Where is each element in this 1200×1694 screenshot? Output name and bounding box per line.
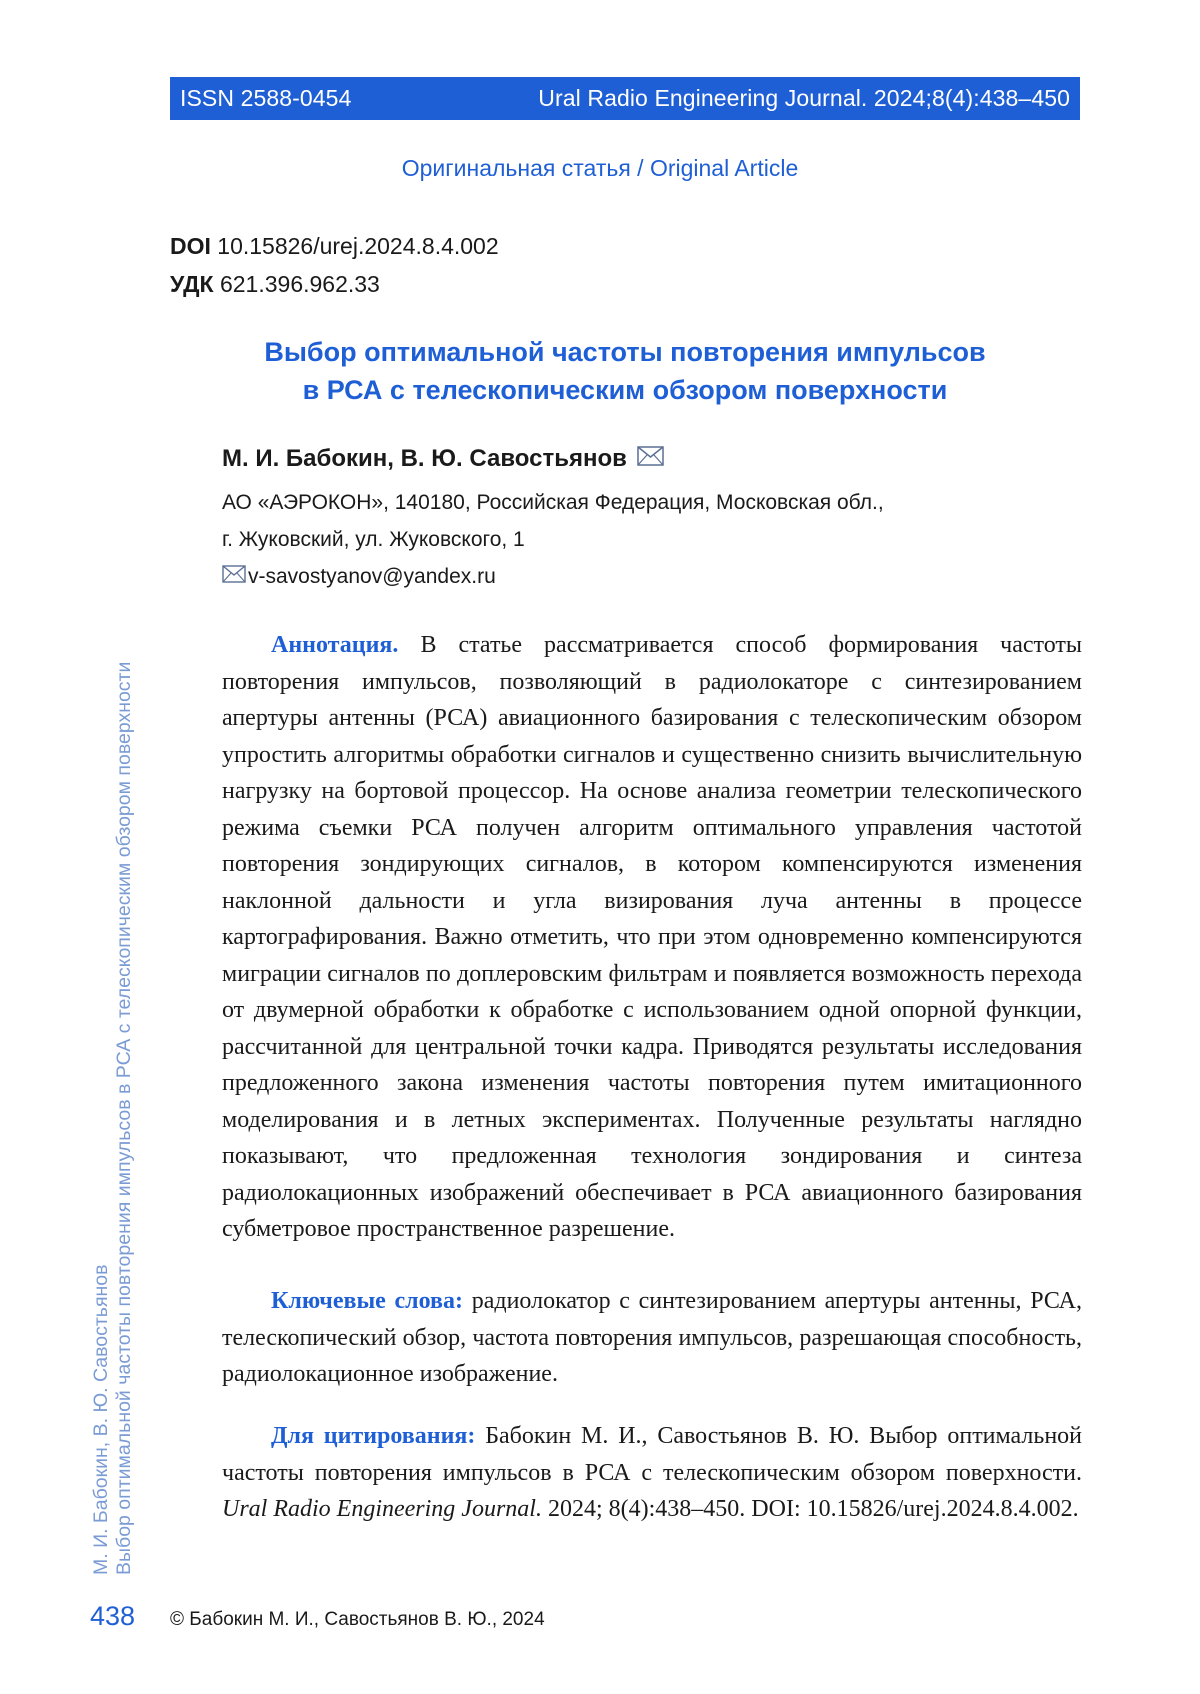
citation-text-before: Бабокин М. И., Савостьянов В. Ю. Выбор оптимальной частоты повторения импульсов в РСА с телескопическим обзором поверхности.: [222, 1423, 1082, 1486]
doi-value[interactable]: 10.15826/urej.2024.8.4.002: [217, 233, 498, 259]
journal-header-bar: [170, 77, 1080, 120]
udc-value: 621.396.962.33: [220, 271, 380, 297]
page-number: 438: [90, 1601, 170, 1632]
article-title: [170, 333, 1080, 409]
envelope-icon: [222, 558, 246, 595]
title-line-1: Выбор оптимальной частоты повторения импульсов: [170, 333, 1080, 371]
issn: ISSN 2588-0454: [180, 85, 351, 112]
copyright: © Бабокин М. И., Савостьянов В. Ю., 2024: [170, 1609, 545, 1631]
citation-text-after: 2024; 8(4):438–450. DOI: 10.15826/urej.2024.8.4.002.: [548, 1496, 1079, 1522]
udc-label: УДК: [170, 271, 214, 297]
page-footer: [90, 1601, 545, 1632]
title-line-2: в РСА с телескопическим обзором поверхности: [170, 371, 1080, 409]
journal-reference: Ural Radio Engineering Journal. 2024;8(4):438–450: [538, 85, 1070, 112]
sidebar-title: Выбор оптимальной частоты повторения импульсов в РСА с телескопическим обзором поверхности: [113, 575, 136, 1575]
affiliation: [222, 484, 884, 595]
affiliation-line-2: г. Жуковский, ул. Жуковского, 1: [222, 521, 884, 558]
article-type: Оригинальная статья / Original Article: [0, 155, 1200, 182]
identifiers: [170, 227, 499, 303]
author-email[interactable]: v-savostyanov@yandex.ru: [248, 558, 496, 595]
authors: [222, 445, 664, 473]
udc-line: [170, 265, 499, 303]
citation-label: Для цитирования:: [271, 1423, 475, 1449]
citation-journal: Ural Radio Engineering Journal.: [222, 1496, 542, 1522]
sidebar-authors: М. И. Бабокин, В. Ю. Савостьянов: [90, 575, 113, 1575]
keywords: [222, 1283, 1082, 1393]
affiliation-line-1: АО «АЭРОКОН», 140180, Российская Федерация, Московская обл.,: [222, 484, 884, 521]
email-line: [222, 558, 884, 595]
abstract-label: Аннотация.: [271, 632, 398, 658]
author-names: М. И. Бабокин, В. Ю. Савостьянов: [222, 445, 627, 473]
abstract-text: В статье рассматривается способ формирования частоты повторения импульсов, позволяющий в радиолокаторе с синтезированием апертуры антенны (РСА) авиационного базирования с телескопическим обзором упростить алгоритмы обработки сигналов и существенно снизить вычислительную нагрузку на бортовой процессор. На основе анализа геометрии телескопического режима съемки РСА получен алгоритм оптимального управления частотой повторения зондирующих сигналов, в котором компенсируются изменения наклонной дальности и угла визирования луча антенны в процессе картографирования. Важно отметить, что при этом одновременно компенсируются миграции сигналов по доплеровским фильтрам и появляется возможность перехода от двумерной обработки к обработке с использованием одной опорной функции, рассчитанной для центральной точки кадра. Приводятся результаты исследования предложенного закона изменения частоты повторения путем имитационного моделирования и в летных экспериментах. Полученные результаты наглядно показывают, что предложенная технология зондирования и синтеза радиолокационных изображений обеспечивает в РСА авиационного базирования субметровое пространственное разрешение.: [222, 632, 1082, 1242]
envelope-icon: [637, 445, 664, 473]
running-sidebar: [90, 575, 136, 1575]
keywords-label: Ключевые слова:: [271, 1288, 463, 1314]
citation: [222, 1418, 1082, 1528]
keywords-text: радиолокатор с синтезированием апертуры антенны, РСА, телескопический обзор, частота повторения импульсов, разрешающая способность, радиолокационное изображение.: [222, 1288, 1082, 1387]
doi-line: [170, 227, 499, 265]
abstract: [222, 627, 1082, 1248]
doi-label: DOI: [170, 233, 211, 259]
